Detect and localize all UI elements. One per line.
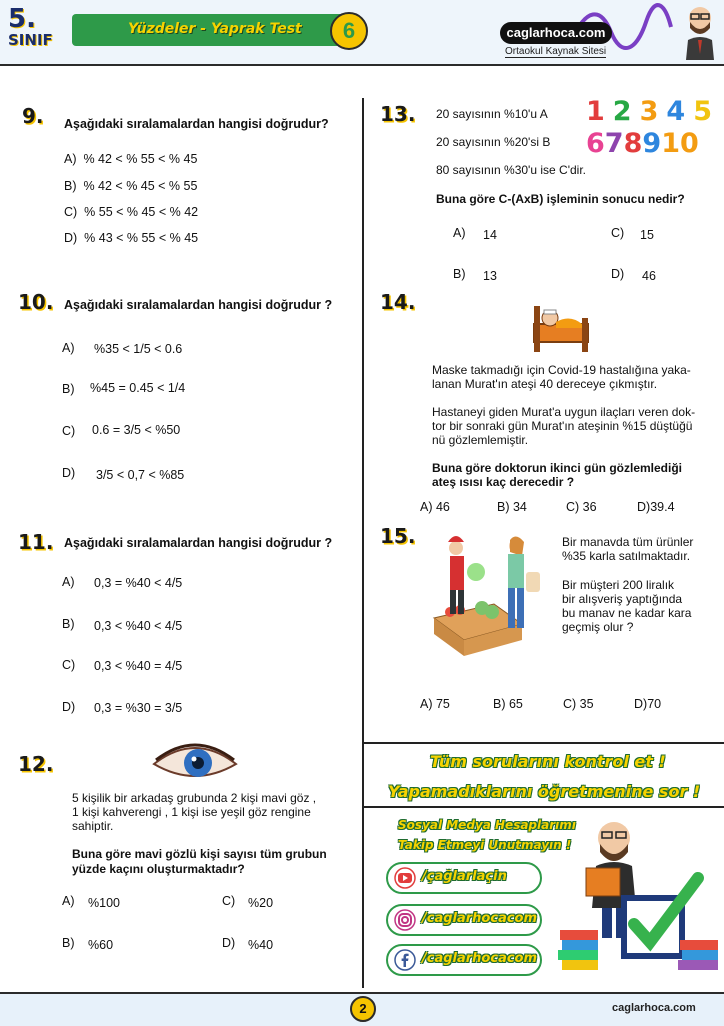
facebook-handle[interactable]: /caglarhocacom	[422, 951, 538, 966]
option-b-text: 0,3 < %40 < 4/5	[94, 619, 183, 633]
worksheet-title: Yüzdeler - Yaprak Test	[128, 21, 302, 37]
option-b[interactable]: B)	[62, 382, 75, 396]
option-a-text: %100	[88, 896, 120, 910]
question-number: 15.	[380, 524, 416, 548]
instagram-handle[interactable]: /caglarhocacom	[422, 911, 538, 926]
option-c[interactable]: C) 35	[563, 697, 594, 711]
question-text: tor bir sonraki gün Murat'ın ateşinin %15 düştüğü	[432, 419, 693, 433]
question-text: 1 kişi kahverengi , 1 kişi ise yeşil göz rengine	[72, 805, 311, 819]
option-d[interactable]: D)	[62, 700, 76, 714]
question-stem: Buna göre mavi gözlü kişi sayısı tüm grubun	[72, 847, 327, 861]
question-text: bir alışveriş yaptığında	[562, 592, 683, 606]
option-b[interactable]: B) % 42 < % 45 < % 55	[64, 179, 198, 193]
social-subheading: Takip Etmeyi Unutmayın !	[398, 838, 572, 852]
option-a-text: 0,3 = %40 < 4/5	[94, 576, 183, 590]
option-b[interactable]: B) 65	[493, 697, 523, 711]
option-d[interactable]: D)70	[634, 697, 662, 711]
question-stem: yüzde kaçını oluşturmaktadır?	[72, 862, 245, 876]
option-b[interactable]: B)	[453, 267, 466, 281]
blue-eye-icon	[150, 738, 240, 786]
option-c[interactable]: C)	[62, 424, 76, 438]
social-heading: Sosyal Medya Hesaplarımı	[398, 818, 576, 832]
question-stem: Buna göre doktorun ikinci gün gözlemlediği	[432, 461, 683, 475]
option-d-text: 46	[642, 269, 656, 283]
option-a-text: 14	[483, 228, 497, 242]
brand-subtitle: Ortaokul Kaynak Sitesi	[505, 46, 607, 57]
page-number-badge: 2	[350, 996, 376, 1022]
question-text: geçmiş olur ?	[562, 620, 634, 634]
option-b-text: %60	[88, 938, 114, 952]
panel-divider	[362, 806, 724, 808]
question-number: 14.	[380, 290, 416, 314]
option-d[interactable]: D) % 43 < % 55 < % 45	[64, 231, 199, 245]
question-stem: Aşağıdaki sıralamalardan hangisi doğrudur?	[64, 117, 329, 131]
question-stem: Aşağıdaki sıralamalardan hangisi doğrudur ?	[64, 298, 333, 312]
question-text: Bir müşteri 200 liralık	[562, 578, 675, 592]
teacher-with-checkmark-illustration-icon	[556, 812, 722, 988]
option-c[interactable]: C) % 55 < % 45 < % 42	[64, 205, 199, 219]
question-text: 5 kişilik bir arkadaş grubunda 2 kişi mavi göz ,	[72, 791, 317, 805]
question-stem: Buna göre C-(AxB) işleminin sonucu nedir?	[436, 192, 685, 206]
youtube-icon	[394, 867, 416, 889]
footer-url[interactable]: caglarhoca.com	[612, 1002, 696, 1014]
option-c[interactable]: C)	[222, 894, 236, 908]
question-number: 13.	[380, 102, 416, 126]
question-text: 20 sayısının %20'si B	[436, 135, 551, 149]
option-a[interactable]: A)	[62, 341, 75, 355]
option-a[interactable]: A) 46	[420, 500, 450, 514]
option-c-text: %20	[248, 896, 274, 910]
sick-child-in-bed-icon	[530, 294, 592, 356]
option-d[interactable]: D)	[62, 466, 76, 480]
question-number: 12.	[18, 752, 54, 776]
grade-number: 5.	[8, 4, 36, 34]
option-b[interactable]: B) 34	[497, 500, 527, 514]
option-a[interactable]: A)	[62, 575, 75, 589]
grade-badge	[8, 6, 53, 48]
option-c-text: 0,3 < %40 = 4/5	[94, 659, 183, 673]
question-text: bu manav ne kadar kara	[562, 606, 692, 620]
option-d-text: 3/5 < 0,7 < %85	[96, 468, 185, 482]
option-b[interactable]: B)	[62, 617, 75, 631]
question-stem: ateş ısısı kaç derecedir ?	[432, 475, 575, 489]
facebook-icon	[394, 949, 416, 971]
question-text: 80 sayısının %30'u ise C'dir.	[436, 163, 586, 177]
option-c-text: 15	[640, 228, 654, 242]
option-b-text: 13	[483, 269, 497, 283]
option-a[interactable]: A) % 42 < % 55 < % 45	[64, 152, 198, 166]
option-c[interactable]: C)	[62, 658, 76, 672]
question-text: Hastaneyi giden Murat'a uygun ilaçları veren dok-	[432, 405, 696, 419]
option-b-text: %45 = 0.45 < 1/4	[90, 381, 186, 395]
option-d-text: 0,3 = %30 = 3/5	[94, 701, 183, 715]
option-d[interactable]: D)39.4	[637, 500, 675, 514]
option-a[interactable]: A)	[453, 226, 466, 240]
question-number: 9.	[22, 104, 44, 128]
test-number-badge: 6	[330, 12, 368, 50]
banner-ask: Yapamadıklarını öğretmenine sor !	[388, 782, 701, 801]
question-number: 11.	[18, 530, 54, 554]
column-divider	[362, 98, 364, 988]
question-text: sahiptir.	[72, 819, 114, 833]
option-c[interactable]: C)	[611, 226, 625, 240]
teacher-avatar-icon	[680, 2, 720, 60]
grocery-shopping-illustration-icon	[430, 528, 550, 658]
colorful-digits-icon: 1 2 3 4 5 678910	[586, 96, 712, 159]
option-d[interactable]: D)	[222, 936, 236, 950]
option-d[interactable]: D)	[611, 267, 625, 281]
brand-logo[interactable]: caglarhoca.com	[500, 22, 612, 44]
option-b[interactable]: B)	[62, 936, 75, 950]
youtube-handle[interactable]: /çağlarlaçin	[422, 869, 507, 884]
question-text: nü gözlemlemiştir.	[432, 433, 529, 447]
panel-divider	[362, 742, 724, 744]
grade-word: SINIF	[8, 31, 53, 49]
option-a[interactable]: A) 75	[420, 697, 450, 711]
question-text: 20 sayısının %10'u A	[436, 107, 548, 121]
instagram-icon	[394, 909, 416, 931]
banner-check: Tüm sorularını kontrol et !	[430, 752, 666, 771]
option-c[interactable]: C) 36	[566, 500, 597, 514]
option-a-text: %35 < 1/5 < 0.6	[94, 342, 183, 356]
question-stem: Aşağıdaki sıralamalardan hangisi doğrudur ?	[64, 536, 333, 550]
option-a[interactable]: A)	[62, 894, 75, 908]
question-text: %35 karla satılmaktadır.	[562, 549, 691, 563]
question-text: lanan Murat'ın ateşi 40 dereceye çıkmıştır.	[432, 377, 658, 391]
question-text: Maske takmadığı için Covid-19 hastalığına yaka-	[432, 363, 691, 377]
option-d-text: %40	[248, 938, 274, 952]
question-number: 10.	[18, 290, 54, 314]
question-text: Bir manavda tüm ürünler	[562, 535, 694, 549]
option-c-text: 0.6 = 3/5 < %50	[92, 423, 181, 437]
